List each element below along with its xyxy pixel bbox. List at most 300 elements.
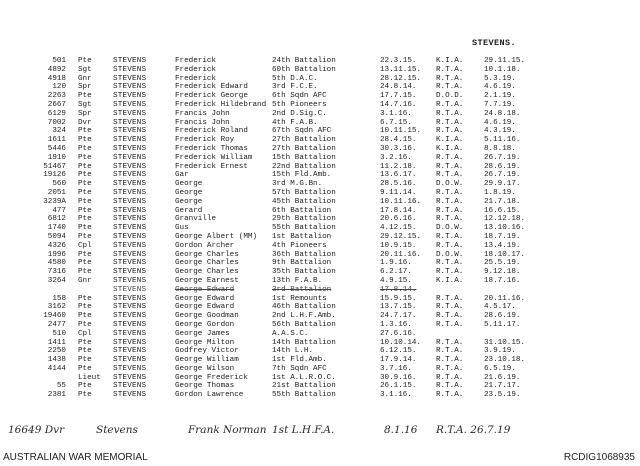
roll-date2: 4.3.19. [484,127,516,136]
roll-fate: R.T.A. [436,197,464,206]
roll-surname: STEVENS [113,347,147,356]
roll-surname: STEVENS [113,136,147,145]
roll-date2: 31.10.15. [484,338,526,347]
roll-row [0,119,640,128]
roll-given: Granville [175,215,217,224]
roll-row [0,233,640,242]
roll-given: Gerard [175,206,203,215]
roll-row [0,339,640,348]
roll-fate: R.T.A. [436,347,464,356]
roll-surname: STEVENS [113,241,147,250]
roll-given: George Gordon [175,320,235,329]
roll-row [0,171,640,180]
roll-fate: R.T.A. [436,356,464,365]
roll-date2: 3.9.19. [484,347,516,356]
roll-row [0,207,640,216]
roll-unit: 56th Battalion [272,320,336,329]
roll-date: 14.7.16. [380,100,417,109]
roll-unit: 3rd F.C.E. [272,83,318,92]
roll-date: 17.9.14. [380,356,417,365]
roll-given: George Albert (MM) [175,232,258,241]
roll-surname: STEVENS [113,364,147,373]
roll-no: 2263 [47,92,66,101]
roll-date2: 26.7.19. [484,153,521,162]
roll-no: 7002 [47,118,66,127]
roll-row [0,295,640,304]
roll-date: 3.1.16. [380,391,412,400]
roll-date2: 20.11.16. [484,294,526,303]
roll-date2: 10.1.18. [484,65,521,74]
roll-surname: STEVENS [113,74,147,83]
roll-date2: 21.7.17. [484,382,521,391]
roll-unit: 27th Battalion [272,144,336,153]
roll-rank: Pte [78,224,92,233]
roll-no: 2477 [47,320,66,329]
roll-row [0,101,640,110]
roll-date: 4.9.15. [380,276,412,285]
roll-date2: 2.1.19. [484,92,516,101]
roll-date: 17.7.15. [380,92,417,101]
roll-fate: R.T.A. [436,162,464,171]
roll-date: 22.3.15. [380,57,417,65]
roll-date2: 16.6.15. [484,206,521,215]
roll-surname: STEVENS [113,391,147,400]
roll-no: 3162 [47,303,66,312]
roll-date2: 25.5.19. [484,259,521,268]
roll-row [0,312,640,321]
roll-rank: Spr [78,83,92,92]
roll-date: 20.6.16. [380,215,417,224]
roll-date: 3.1.16. [380,109,412,118]
roll-date2: 4.6.19. [484,118,516,127]
roll-no: 560 [52,180,66,189]
roll-rank: Pte [78,127,92,136]
roll-surname: STEVENS [113,382,147,391]
roll-surname: STEVENS [113,373,147,382]
roll-entries [0,57,640,400]
roll-no: 55 [56,382,66,391]
handwritten-date: 8.1.16 [384,424,418,436]
roll-no: 158 [52,294,66,303]
roll-date2: 23.10.18. [484,356,526,365]
roll-given: Gus [175,224,189,233]
handwritten-unit: 1st L.H.F.A. [272,424,335,436]
roll-surname: STEVENS [113,180,147,189]
roll-unit: 14th L.H. [272,347,314,356]
roll-no: 19126 [43,171,66,180]
roll-unit: 6th Sqdn AFC [272,92,327,101]
roll-rank: Pte [78,312,92,321]
roll-fate: R.T.A. [436,188,464,197]
roll-unit: 9th Battalion [272,259,332,268]
roll-row [0,347,640,356]
roll-rank: Pte [78,320,92,329]
roll-date2: 4.6.19. [484,83,516,92]
roll-surname: STEVENS [113,356,147,365]
roll-rank: Gnr [78,276,92,285]
roll-date: 10.9.15. [380,241,417,250]
roll-surname: STEVENS [113,232,147,241]
roll-given: George Charles [175,250,239,259]
roll-given: Gordon Archer [175,241,235,250]
roll-no: 4144 [47,364,66,373]
roll-date2: 5.3.19. [484,74,516,83]
roll-row [0,286,640,295]
roll-rank: Sgt [78,100,92,109]
roll-unit: 2nd D.Sig.C. [272,109,327,118]
roll-fate: R.T.A. [436,232,464,241]
roll-unit: 13th F.A.B. [272,276,323,285]
roll-rank: Pte [78,391,92,400]
roll-date: 6.2.17. [380,268,412,277]
roll-no: 5094 [47,232,66,241]
roll-date: 9.11.14. [380,188,417,197]
roll-unit: 15th Battalion [272,153,336,162]
roll-given: Frederick George [175,92,248,101]
roll-unit: 1st A.L.R.O.C. [272,373,336,382]
roll-unit: 24th Battalion [272,57,336,65]
roll-fate: R.T.A. [436,100,464,109]
roll-fate: K.I.A. [436,276,464,285]
roll-fate: D.O.D. [436,92,464,101]
roll-surname: STEVENS [113,57,147,65]
roll-no: 4892 [47,65,66,74]
roll-no: 1411 [47,338,66,347]
roll-rank: Pte [78,153,92,162]
roll-surname: STEVENS [113,118,147,127]
roll-unit: 2nd L.H.F.Amb. [272,312,336,321]
roll-date2: 12.12.18. [484,215,526,224]
roll-row [0,110,640,119]
roll-rank: Pte [78,250,92,259]
roll-surname: STEVENS [113,83,147,92]
roll-given: Gar [175,171,189,180]
roll-unit: 67th Sqdn AFC [272,127,332,136]
roll-unit: 3rd M.G.Bn. [272,180,323,189]
roll-rank: Pte [78,294,92,303]
roll-surname: STEVENS [113,162,147,171]
roll-date: 13.6.17. [380,171,417,180]
roll-row [0,198,640,207]
roll-row [0,145,640,154]
roll-date2: 13.4.19. [484,241,521,250]
roll-date: 13.7.15. [380,303,417,312]
roll-no: 4580 [47,259,66,268]
roll-date: 24.8.14. [380,83,417,92]
roll-rank: Spr [78,109,92,118]
roll-unit: 55th Battalion [272,224,336,233]
roll-date2: 8.8.18. [484,144,516,153]
roll-surname: STEVENS [113,65,147,74]
roll-unit: 21st Battalion [272,382,336,391]
roll-date: 4.12.15. [380,224,417,233]
roll-surname: STEVENS [113,338,147,347]
roll-date: 3.7.16. [380,364,412,373]
roll-given: Frederick [175,57,217,65]
roll-unit: 55th Battalion [272,391,336,400]
roll-surname: STEVENS [113,312,147,321]
roll-date2: 28.6.19. [484,162,521,171]
roll-rank: Pte [78,57,92,65]
roll-rank: Dvr [78,118,92,127]
roll-unit: 29th Battalion [272,215,336,224]
roll-rank: Pte [78,171,92,180]
roll-unit: 5th D.A.C. [272,74,318,83]
roll-no: 1910 [47,153,66,162]
roll-rank: Pte [78,197,92,206]
roll-unit: 1st Battalion [272,232,332,241]
roll-unit: 57th Battalion [272,188,336,197]
roll-date: 15.9.15. [380,294,417,303]
roll-row [0,356,640,365]
roll-date: 3.2.16. [380,153,412,162]
roll-rank: Pte [78,259,92,268]
roll-rank: Pte [78,364,92,373]
roll-given: Frederick Edward [175,83,248,92]
roll-fate: R.T.A. [436,65,464,74]
roll-given: Frederick Hildebrand [175,100,267,109]
roll-date2: 6.5.19. [484,364,516,373]
roll-surname: STEVENS [113,188,147,197]
roll-fate: R.T.A. [436,382,464,391]
roll-unit: 1st Fld.Amb. [272,356,327,365]
handwritten-surname: Stevens [96,424,138,436]
roll-fate: R.T.A. [436,241,464,250]
roll-fate: R.T.A. [436,373,464,382]
roll-no: 3239A [43,197,66,206]
roll-surname: STEVENS [113,127,147,136]
archive-footer [0,449,640,466]
roll-unit: 5th Pioneers [272,100,327,109]
roll-date: 29.12.15. [380,232,422,241]
roll-rank: Pte [78,180,92,189]
roll-given: George Goodman [175,312,239,321]
roll-given: George Wilson [175,364,235,373]
roll-no: 120 [52,83,66,92]
roll-date: 27.6.16. [380,329,417,338]
roll-no: 1996 [47,250,66,259]
roll-date: 20.11.16. [380,250,422,259]
roll-fate: R.T.A. [436,294,464,303]
surname-header: STEVENS. [472,38,517,48]
roll-surname: STEVENS [113,294,147,303]
record-reference: RCDIG1068935 [563,452,635,463]
roll-no: 4326 [47,241,66,250]
roll-date2: 4.5.17. [484,303,516,312]
roll-unit: 60th Battalion [272,65,336,74]
roll-surname: STEVENS [113,259,147,268]
roll-rank: Pte [78,136,92,145]
roll-given: George James [175,329,230,338]
roll-given: George Edward [175,285,235,294]
roll-given: Godfrey Victor [175,347,239,356]
roll-date: 6.12.15. [380,347,417,356]
handwritten-number-rank: 16649 Dvr [8,424,65,436]
roll-given: Frederick Roland [175,127,248,136]
roll-rank: Pte [78,206,92,215]
institution-name: AUSTRALIAN WAR MEMORIAL [3,452,148,463]
roll-fate: R.T.A. [436,338,464,347]
roll-date: 30.3.16. [380,144,417,153]
roll-rank: Pte [78,215,92,224]
roll-row [0,374,640,383]
roll-date2: 29.11.15. [484,57,526,65]
roll-date2: 5.11.16. [484,136,521,145]
roll-fate: R.T.A. [436,364,464,373]
roll-given: George Charles [175,268,239,277]
roll-unit: 4th Pioneers [272,241,327,250]
roll-given: George Earnest [175,276,239,285]
handwritten-given-names: Frank Norman [188,424,267,436]
roll-fate: R.T.A. [436,74,464,83]
roll-given: George Edward [175,294,235,303]
roll-row [0,66,640,75]
roll-row [0,136,640,145]
roll-unit: 46th Battalion [272,303,336,312]
roll-given: Frederick Ernest [175,162,248,171]
roll-date2: 26.7.19. [484,171,521,180]
roll-given: Frederick Roy [175,136,235,145]
roll-date: 24.7.17. [380,312,417,321]
roll-surname: STEVENS [113,268,147,277]
roll-fate: D.O.W. [436,250,464,259]
roll-surname: STEVENS [113,276,147,285]
roll-unit: 15th Fld.Amb. [272,171,332,180]
roll-given: Francis John [175,109,230,118]
roll-date: 6.7.15. [380,118,412,127]
roll-row [0,277,640,286]
roll-rank: Cpl [78,241,92,250]
roll-surname: STEVENS [113,144,147,153]
roll-given: Francis John [175,118,230,127]
roll-date2: 18.7.19. [484,232,521,241]
roll-given: Frederick [175,74,217,83]
roll-surname: STEVENS [113,224,147,233]
roll-no: 2667 [47,100,66,109]
roll-row [0,83,640,92]
roll-unit: 6th Battalion [272,206,332,215]
roll-date2: 24.8.18. [484,109,521,118]
roll-date: 28.12.15. [380,74,422,83]
roll-no: 6812 [47,215,66,224]
roll-date2: 13.10.16. [484,224,526,233]
roll-date2: 5.11.17. [484,320,521,329]
roll-surname: STEVENS [113,285,147,294]
roll-rank: Pte [78,347,92,356]
roll-row [0,268,640,277]
handwritten-fate-date: R.T.A. 26.7.19 [436,424,511,436]
roll-row [0,251,640,260]
roll-no: 2250 [47,347,66,356]
roll-rank: Pte [78,162,92,171]
roll-given: Frederick [175,65,217,74]
roll-surname: STEVENS [113,109,147,118]
roll-row [0,75,640,84]
roll-surname: STEVENS [113,206,147,215]
roll-no: 1740 [47,224,66,233]
roll-date2: 18.10.17. [484,250,526,259]
roll-date: 17.8.14. [380,285,417,294]
roll-fate: D.O.W. [436,180,464,189]
roll-fate: K.I.A. [436,144,464,153]
roll-no: 477 [52,206,66,215]
roll-no: 510 [52,329,66,338]
roll-rank: Pte [78,232,92,241]
roll-row [0,224,640,233]
roll-given: George Charles [175,259,239,268]
roll-rank: Pte [78,188,92,197]
roll-row [0,303,640,312]
roll-date: 1.9.16. [380,259,412,268]
roll-fate: D.O.W. [436,224,464,233]
roll-given: George [175,197,203,206]
roll-date: 13.11.15. [380,65,422,74]
roll-surname: STEVENS [113,303,147,312]
roll-no: 4918 [47,74,66,83]
roll-unit: 14th Battalion [272,338,336,347]
roll-given: Frederick Thomas [175,144,248,153]
roll-no: 501 [52,57,66,65]
roll-surname: STEVENS [113,100,147,109]
roll-date: 17.8.14. [380,206,417,215]
roll-unit: 45th Battalion [272,197,336,206]
roll-rank: Sgt [78,65,92,74]
roll-no: 2381 [47,391,66,400]
roll-given: George William [175,356,239,365]
roll-unit: 22nd Battalion [272,162,336,171]
roll-fate: R.T.A. [436,109,464,118]
roll-row [0,365,640,374]
roll-unit: 7th Sqdn AFC [272,364,327,373]
roll-surname: STEVENS [113,171,147,180]
roll-rank: Pte [78,338,92,347]
roll-date2: 9.12.18. [484,268,521,277]
roll-no: 3264 [47,276,66,285]
roll-no: 51467 [43,162,66,171]
roll-rank: Cpl [78,329,92,338]
roll-given: George [175,188,203,197]
roll-no: 7316 [47,268,66,277]
roll-date2: 21.7.18. [484,197,521,206]
roll-row [0,242,640,251]
roll-rank: Pte [78,268,92,277]
roll-date: 30.9.16. [380,373,417,382]
roll-fate: R.T.A. [436,259,464,268]
roll-fate: R.T.A. [436,118,464,127]
roll-date: 11.2.18. [380,162,417,171]
roll-rank: Pte [78,144,92,153]
roll-given: George [175,180,203,189]
roll-row [0,127,640,136]
roll-fate: R.T.A. [436,303,464,312]
roll-row [0,321,640,330]
roll-unit: 36th Battalion [272,250,336,259]
roll-fate: R.T.A. [436,268,464,277]
roll-given: Frederick William [175,153,253,162]
roll-fate: R.T.A. [436,171,464,180]
roll-date: 10.11.15. [380,127,422,136]
roll-date2: 23.5.19. [484,391,521,400]
roll-row [0,330,640,339]
roll-surname: STEVENS [113,197,147,206]
roll-row [0,180,640,189]
roll-row [0,163,640,172]
roll-given: George Edward [175,303,235,312]
roll-no: 5446 [47,144,66,153]
roll-rank: Pte [78,382,92,391]
roll-given: George Milton [175,338,235,347]
roll-date: 10.10.14. [380,338,422,347]
